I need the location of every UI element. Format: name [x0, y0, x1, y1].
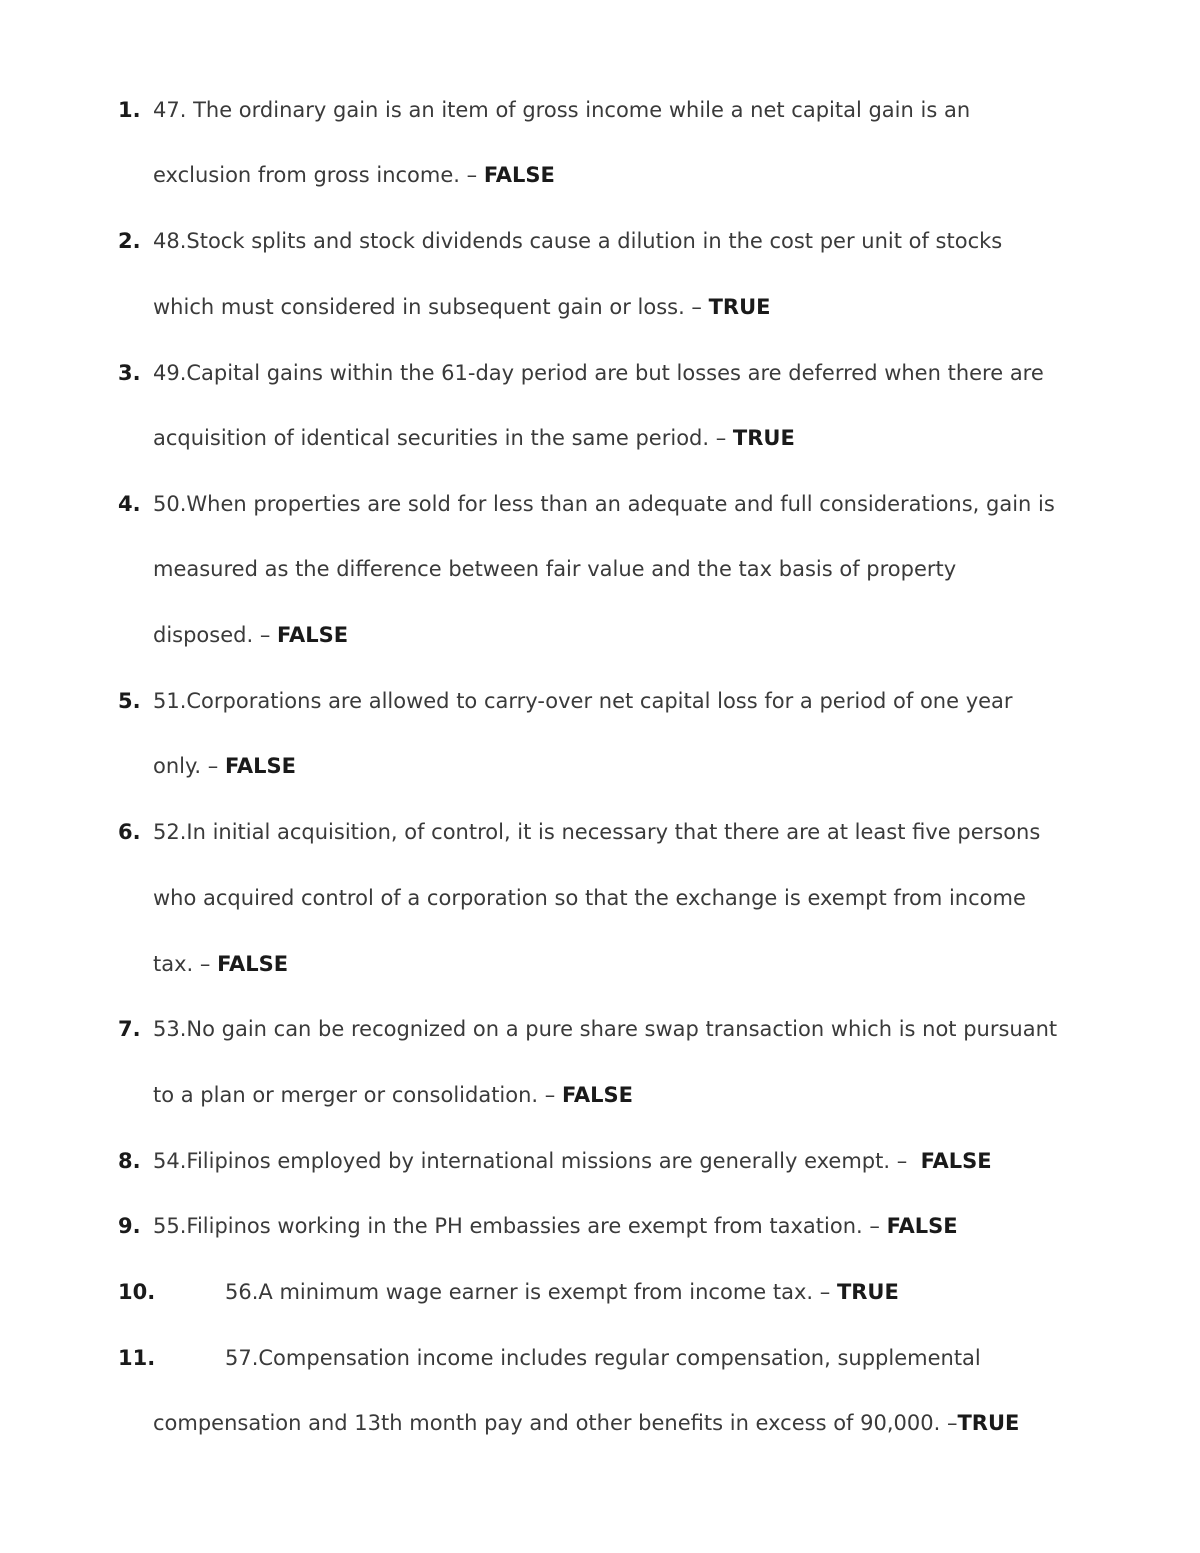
- item-text-line: 50.When properties are sold for less than an adequate and full considerations, gain is: [153, 492, 1055, 516]
- item-number: 8.: [118, 1149, 141, 1173]
- answer-label: FALSE: [277, 623, 349, 647]
- answer-label: TRUE: [708, 295, 771, 319]
- item-text: disposed. –: [153, 623, 278, 647]
- item-number: 2.: [118, 229, 141, 253]
- item-number: 7.: [118, 1017, 141, 1041]
- item-number: 4.: [118, 492, 141, 516]
- item-text-line-last: [153, 1214, 958, 1238]
- item-text: exclusion from gross income. –: [153, 163, 484, 187]
- item-text: acquisition of identical securities in the same period. –: [153, 426, 733, 450]
- answer-label: FALSE: [224, 754, 296, 778]
- answer-label: TRUE: [957, 1411, 1020, 1435]
- answer-label: FALSE: [920, 1149, 992, 1173]
- item-text-line-last: [225, 1280, 899, 1304]
- answer-label: FALSE: [217, 952, 289, 976]
- item-text-line: 47. The ordinary gain is an item of gross income while a net capital gain is an: [153, 98, 971, 122]
- item-text: to a plan or merger or consolidation. –: [153, 1083, 562, 1107]
- item-text: 55.Filipinos working in the PH embassies are exempt from taxation. –: [153, 1214, 887, 1238]
- item-text-line: 53.No gain can be recognized on a pure share swap transaction which is not pursuant: [153, 1017, 1058, 1041]
- item-text-line-last: [153, 295, 771, 319]
- item-text-line-last: [153, 623, 348, 647]
- item-text-line: 48.Stock splits and stock dividends cause a dilution in the cost per unit of stocks: [153, 229, 1003, 253]
- answer-label: TRUE: [732, 426, 795, 450]
- item-text: 56.A minimum wage earner is exempt from income tax. –: [225, 1280, 837, 1304]
- answer-label: FALSE: [886, 1214, 958, 1238]
- item-text-line: 51.Corporations are allowed to carry-over net capital loss for a period of one year: [153, 689, 1013, 713]
- item-number: 3.: [118, 361, 141, 385]
- item-text: 54.Filipinos employed by international missions are generally exempt. –: [153, 1149, 921, 1173]
- item-text-line: who acquired control of a corporation so that the exchange is exempt from income: [153, 886, 1026, 910]
- item-text-line: measured as the difference between fair value and the tax basis of property: [153, 557, 957, 581]
- item-text: only. –: [153, 754, 225, 778]
- answer-label: FALSE: [561, 1083, 633, 1107]
- answer-label: TRUE: [836, 1280, 899, 1304]
- item-text-line: 52.In initial acquisition, of control, it is necessary that there are at least five persons: [153, 820, 1041, 844]
- item-text-line: 57.Compensation income includes regular compensation, supplemental: [225, 1346, 981, 1370]
- item-text-line-last: [153, 1149, 992, 1173]
- item-text-line: 49.Capital gains within the 61-day period are but losses are deferred when there are: [153, 361, 1044, 385]
- item-number: 5.: [118, 689, 141, 713]
- item-text: which must considered in subsequent gain or loss. –: [153, 295, 709, 319]
- item-text-line-last: [153, 1083, 633, 1107]
- item-text-line-last: [153, 754, 296, 778]
- item-text-line-last: [153, 1411, 1019, 1435]
- item-number: 9.: [118, 1214, 141, 1238]
- item-text-line-last: [153, 426, 795, 450]
- item-text-line-last: [153, 952, 288, 976]
- item-number: 11.: [118, 1346, 156, 1370]
- answer-label: FALSE: [483, 163, 555, 187]
- item-number: 10.: [118, 1280, 156, 1304]
- item-number: 1.: [118, 98, 141, 122]
- item-text: compensation and 13th month pay and other benefits in excess of 90,000. –: [153, 1411, 958, 1435]
- item-text: tax. –: [153, 952, 218, 976]
- item-text-line-last: [153, 163, 555, 187]
- item-number: 6.: [118, 820, 141, 844]
